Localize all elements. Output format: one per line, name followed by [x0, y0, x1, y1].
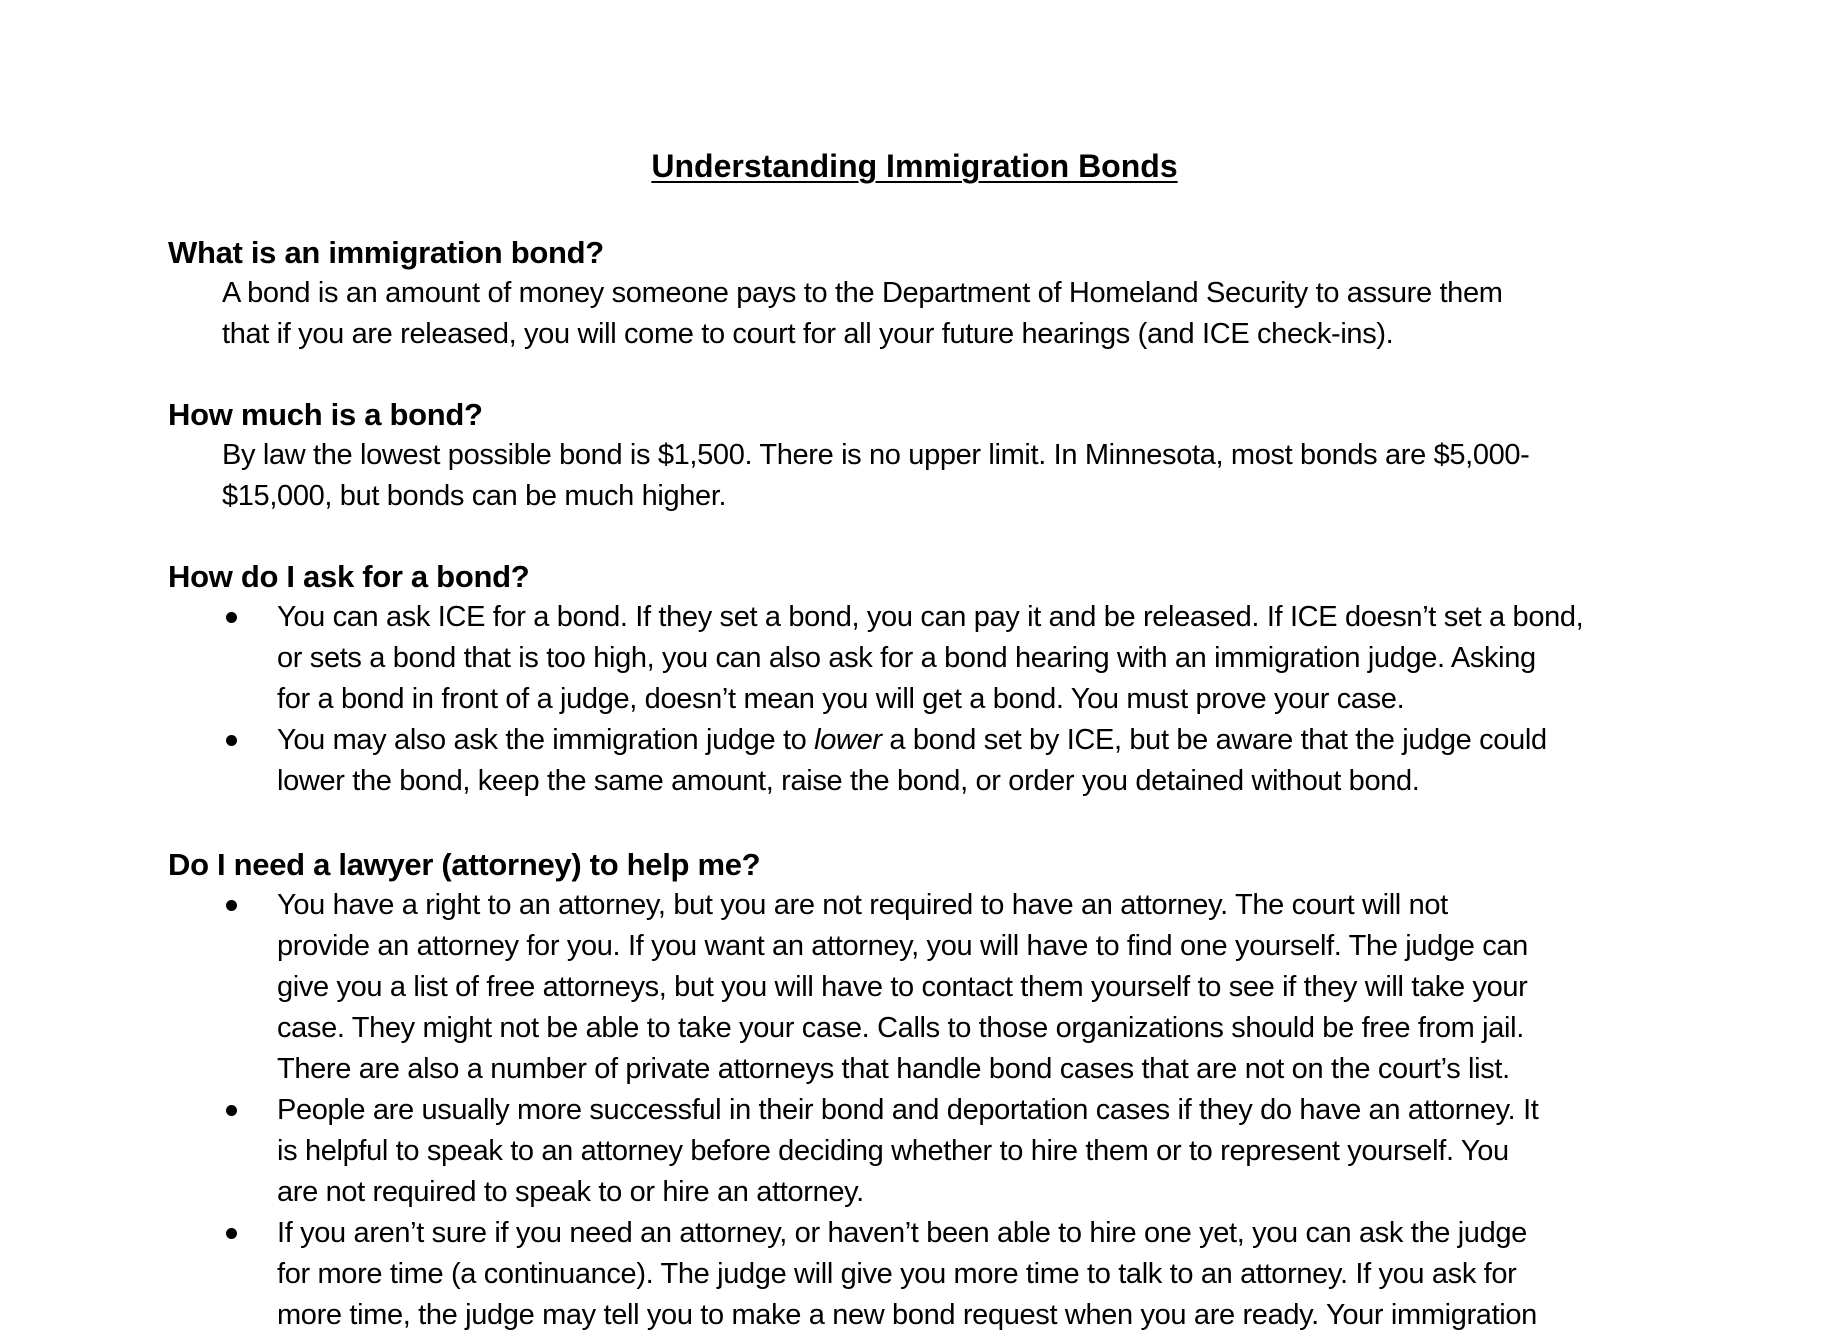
list-item-line: for a bond in front of a judge, doesn’t mean you will get a bond. You must prove your case. [277, 683, 1405, 715]
bullet-icon [226, 900, 237, 911]
bullet-list [168, 885, 1688, 1336]
section-heading: Do I need a lawyer (attorney) to help me? [168, 847, 761, 882]
bullet-icon [226, 1105, 237, 1116]
bullet-list [168, 597, 1688, 802]
paragraph-line: A bond is an amount of money someone pays to the Department of Homeland Security to assure them [222, 277, 1503, 309]
list-item-line: is helpful to speak to an attorney before deciding whether to hire them or to represent yourself. You [277, 1135, 1509, 1167]
list-item [168, 1213, 1829, 1336]
list-item-line [277, 720, 1829, 761]
section-how-to-ask [168, 556, 1688, 802]
section-paragraph [222, 435, 1692, 517]
section-heading: How do I ask for a bond? [168, 559, 530, 594]
section-need-lawyer [168, 844, 1688, 1336]
paragraph-line: $15,000, but bonds can be much higher. [222, 480, 727, 512]
paragraph-line: that if you are released, you will come to court for all your future hearings (and ICE check-ins). [222, 318, 1394, 350]
list-item [168, 885, 1829, 1090]
document-title: Understanding Immigration Bonds [651, 148, 1178, 184]
paragraph-line: By law the lowest possible bond is $1,500. There is no upper limit. In Minnesota, most bonds are $5,000- [222, 439, 1530, 471]
section-what-is-bond [168, 232, 1688, 355]
list-item-line: or sets a bond that is too high, you can also ask for a bond hearing with an immigration judge. Asking [277, 642, 1536, 674]
list-item [168, 597, 1829, 720]
list-item [168, 720, 1829, 802]
bullet-icon [226, 612, 237, 623]
text-run: You may also ask the immigration judge to [277, 724, 815, 756]
list-item-line: are not required to speak to or hire an attorney. [277, 1176, 864, 1208]
list-item [168, 1090, 1829, 1213]
section-heading: What is an immigration bond? [168, 235, 604, 270]
list-item-line: case. They might not be able to take your case. Calls to those organizations should be free from jail. [277, 1012, 1524, 1044]
list-item-line: provide an attorney for you. If you want an attorney, you will have to find one yourself. The judge can [277, 930, 1528, 962]
list-item-line: There are also a number of private attorneys that handle bond cases that are not on the court’s list. [277, 1053, 1510, 1085]
section-paragraph [222, 273, 1692, 355]
section-how-much [168, 394, 1688, 517]
bullet-icon [226, 1228, 237, 1239]
list-item-line: People are usually more successful in their bond and deportation cases if they do have an attorney. It [277, 1094, 1539, 1126]
list-item-line: If you aren’t sure if you need an attorney, or haven’t been able to hire one yet, you can ask the judge [277, 1217, 1527, 1249]
section-heading: How much is a bond? [168, 397, 483, 432]
list-item-line: lower the bond, keep the same amount, raise the bond, or order you detained without bond. [277, 765, 1420, 797]
list-item-line: more time, the judge may tell you to make a new bond request when you are ready. Your immigration [277, 1299, 1537, 1331]
list-item-line: You have a right to an attorney, but you are not required to have an attorney. The court will not [277, 889, 1448, 921]
text-run: a bond set by ICE, but be aware that the judge could [881, 724, 1547, 756]
bullet-icon [226, 735, 237, 746]
emphasized-text: lower [814, 724, 882, 756]
list-item-line: give you a list of free attorneys, but you will have to contact them yourself to see if they will take your [277, 971, 1528, 1003]
list-item-line: You can ask ICE for a bond. If they set a bond, you can pay it and be released. If ICE doesn’t set a bond, [277, 601, 1584, 633]
list-item-line: for more time (a continuance). The judge will give you more time to talk to an attorney. If you ask for [277, 1258, 1517, 1290]
